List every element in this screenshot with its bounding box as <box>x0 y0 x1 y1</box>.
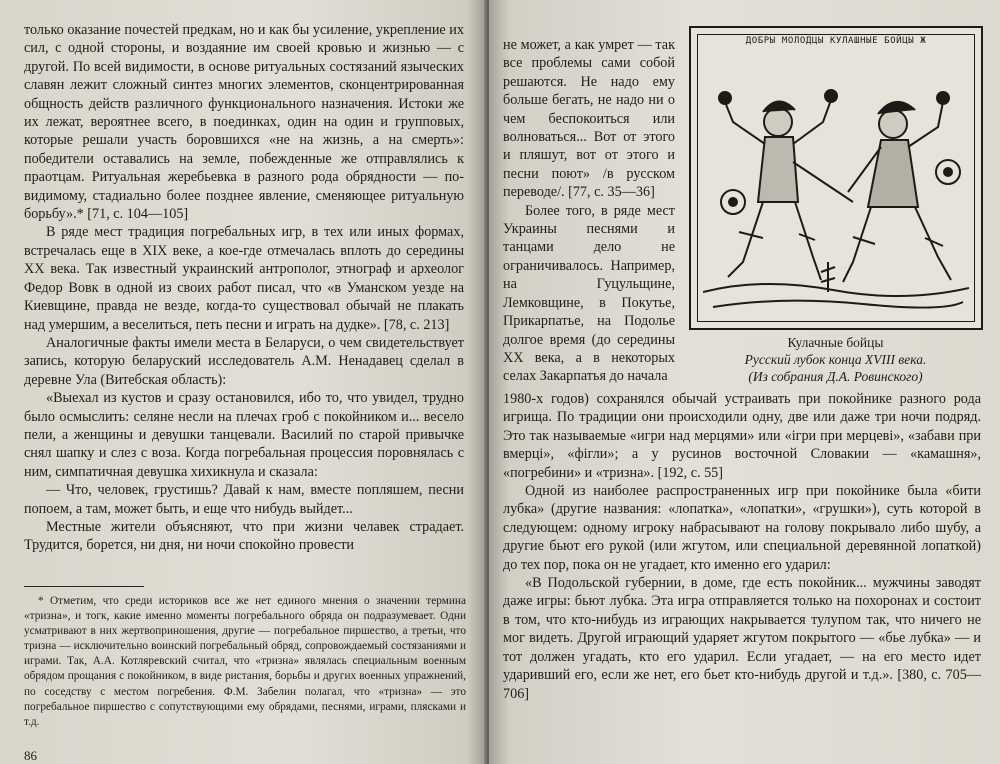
paragraph: только оказание почестей предкам, но и как бы усиление, укрепление их сил, с одной стороны, и воздаяние им своей кровью и жизнью — с другой. По всей видимости, в основе ритуальных состязаний языческих славян лежит сложный синтез многих элементов, сконцентрированная общность действ различного функционального назначения. Истоки же их лежат, вероятнее всего, в поединках, один на один и групповых, которые решали участь боровшихся «не на жизнь, а на смерть»: победители оставались на земле, побежденные же отправлялись к праотцам. Ритуальная жеребьевка в разного рода обрядности — по-видимому, стадиально более позднее явление, сменяющее ритуальную борьбу».* [71, с. 104—105] <box>24 22 464 223</box>
quote-paragraph: «Выехал из кустов и сразу остановился, ибо то, что увидел, трудно было осмыслить: селяне несли на плечах гроб с покойником и... весело пели, а женщины и девушки танцевали. Василий по старой привычке снял шапку и слез с воза. Когда погребальная процессия поровнялась с ним, симпатичная девушка хихикнула и сказала: <box>24 390 464 480</box>
footnote <box>24 594 466 730</box>
paragraph: не может, а как умрет — так все проблемы сами собой решаются. Не надо ему больше бегать, не надо ни о чем беспокоиться или волноваться... Вот от этого и пляшут, вот от этого и песни поют» /в русском переводе/. [77, с. 35—36] <box>503 37 675 201</box>
lubok-illustration <box>689 26 982 385</box>
left-page <box>0 0 487 764</box>
right-page <box>489 0 1000 764</box>
paragraph: Одной из наиболее распространенных игр при покойнике была «бити лубка» (другие названия: «лопатка», «лопатки», «грушки»), суть которой в следующем: одному игроку набрасывают на голову покрывало либо шубу, а другие бьют его рукой (или жгутом, или специальной деревянной лопаткой) до тех пор, пока он не угадает, кто именно его ударил: <box>503 483 981 573</box>
caption-line: Русский лубок конца XVIII века. <box>744 352 927 367</box>
quote-paragraph: — Что, человек, грустишь? Давай к нам, вместе попляшем, песни попоем, а там, может быть, и еще что нибудь выйдет... <box>24 482 464 517</box>
paragraph: Аналогичные факты имели места в Беларуси, о чем свидетельствует запись, которую беларуский исследователь А.М. Ненадавец сделал в деревне Ула (Витебская область): <box>24 334 464 388</box>
woodcut-inscription: ДОБРЫ МОЛОДЦЫ КУЛАШНЫЕ БОЙЦЫ Ж <box>745 36 927 46</box>
figure-caption <box>689 334 982 385</box>
woodcut-frame <box>689 26 983 330</box>
footnote-divider <box>24 586 144 587</box>
paragraph: Более того, в ряде мест Украины песнями и танцами дело не ограничивалось. Например, на Гуцульщине, Лемковщине, в Покутье, Прикарпатье, на Подолье долгое время (до середины XX века, а в некоторых селах Закарпатья до начала <box>503 202 675 385</box>
caption-line: (Из собрания Д.А. Ровинского) <box>748 369 923 384</box>
caption-title: Кулачные бойцы <box>787 335 884 350</box>
quote-paragraph: Местные жители объясняют, что при жизни челавек страдает. Трудится, борется, ни дня, ни ночи спокойно провести <box>24 518 464 554</box>
quote-paragraph: «В Подольской губернии, в доме, где есть покойник... мужчины заводят даже игры: бьют лубка. Эта игра отправляется только на похоронах и состоит в том, что кто-нибудь из играющих накрывается тулупом так, что ничего не мог видеть. Другой играющий ударяет жгутом покрытого — «бье лубка» — и тот должен угадать, кто его ударил. Если угадает, — на его место идет ударивший его, если же нет, его бьет кто-нибудь другой и т.д.». [380, с. 705—706] <box>503 575 981 702</box>
page-number: 86 <box>24 748 37 763</box>
left-page-body <box>24 21 464 555</box>
narrow-column <box>503 36 675 386</box>
fist-fighters-drawing <box>703 52 969 320</box>
footnote-text: * Отметим, что среди историков все же нет единого мнения о значении термина «тризна», и тогк, какие именно моменты погребального обряда он подразумевает. Одни усматривают в них жертвоприношения, другие — погребальное пиршество, а третьи, что тризна — исключительно воинский погребальный обряд, сопровождаемый состязаниями и играми. Так, А.А. Котляревский считал, что «тризна» являлась специальным военным обрядом прощания с покойником, в виде ристания, борьбы и других военных упражнений, по соседству с местом погребения. Ф.М. Забелин полагал, что «тризна» — это погребальное пиршество с сопутствующими ему обрядами, песнями, играми, плясками и т.д. <box>24 595 466 728</box>
paragraph: 1980-х годов) сохранялся обычай устраивать при покойнике разного рода игрища. По традиции они происходили одну, две или даже три ночи подряд. Это так называемые «игри над мерцями» или «ігри при мерцеві», «забави при вмерці», «фігли»; а у русинов восточной Словакии — «камашня», «погребини» и «тризна». [192, с. 55] <box>503 391 981 481</box>
paragraph: В ряде мест традиция погребальных игр, в тех или иных формах, встречалась еще в XIX веке, а кое-где отмечалась вплоть до середины XX века. Так известный украинский антрополог, этнограф и археолог Федор Вовк в одной из своих работ писал, что «в Уманском уезде на Киевщине, правда не везде, когда-то существовал обычай не плакать над умершим, а веселиться, петь песни и играть на дудке». [78, с. 213] <box>24 224 464 333</box>
full-width-text <box>503 390 981 703</box>
